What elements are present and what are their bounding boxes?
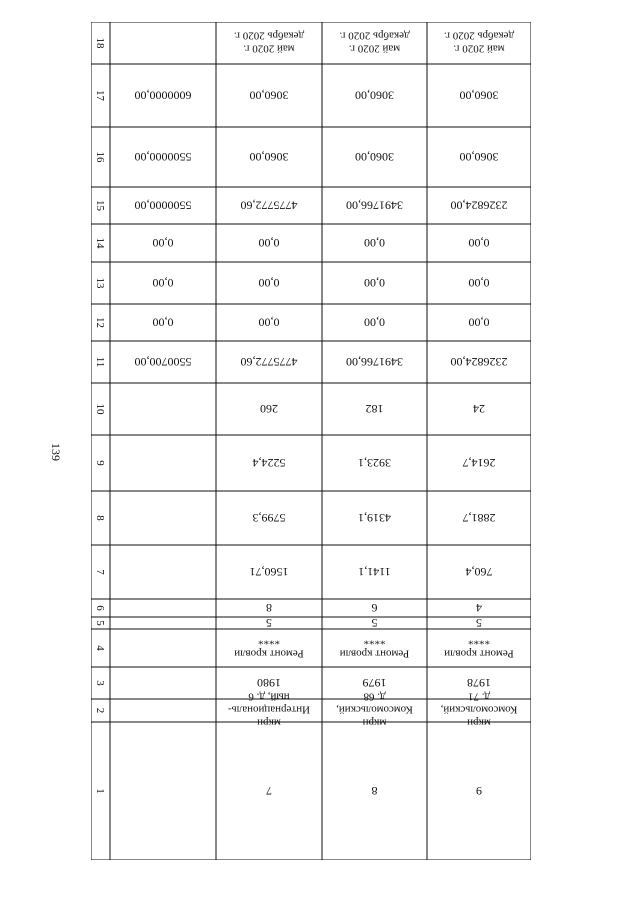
table-cell: 2326824,00 bbox=[450, 198, 508, 213]
column-number: 13 bbox=[94, 277, 106, 289]
table-cell: 4775772,60 bbox=[240, 198, 298, 213]
table-cell: 5500700,00 bbox=[134, 355, 192, 369]
column-number: 6 bbox=[94, 605, 106, 611]
table-cell: 3491766,00 bbox=[346, 198, 403, 213]
column-number: 8 bbox=[94, 515, 106, 521]
table-cell: 0,00 bbox=[152, 236, 174, 250]
table-cell: 3923,1 bbox=[358, 456, 391, 470]
column-number: 9 bbox=[94, 460, 106, 466]
table-cell: 260 bbox=[260, 402, 278, 416]
table-cell: 0,00 bbox=[258, 276, 280, 290]
table-cell: май 2020 г.декабрь 2020 г. bbox=[339, 29, 410, 55]
table-cell: 4319,1 bbox=[358, 511, 391, 525]
column-number: 17 bbox=[94, 90, 106, 101]
table-cell: 2326824,00 bbox=[450, 355, 508, 369]
table-cell: Ремонт кровли**** bbox=[234, 634, 304, 660]
column-number: 7 bbox=[94, 569, 106, 575]
table-cell: 0,00 bbox=[152, 315, 174, 330]
table-cell: 6 bbox=[371, 601, 378, 615]
table-cell: мкрнИнтернациональ-ный, д. 6 bbox=[227, 690, 311, 729]
column-number: 15 bbox=[94, 200, 106, 211]
column-number: 3 bbox=[94, 680, 106, 686]
table-cell: мкрнКомсомольский,д. 71 bbox=[440, 690, 518, 729]
table-cell: 0,00 bbox=[468, 276, 490, 290]
table-grid bbox=[91, 22, 531, 860]
table-cell: 7 bbox=[266, 784, 272, 798]
table-cell: 1978 bbox=[467, 676, 491, 690]
column-number: 16 bbox=[94, 151, 106, 163]
column-number: 11 bbox=[94, 356, 106, 368]
table-cell: 1980 bbox=[257, 676, 281, 690]
table-cell: 5799,3 bbox=[252, 511, 286, 525]
table-cell: 3491766,00 bbox=[346, 355, 403, 369]
column-number: 12 bbox=[94, 317, 106, 328]
table-cell: 0,00 bbox=[258, 315, 280, 330]
table-cell: 0,00 bbox=[258, 236, 280, 250]
table-cell: май 2020 г.декабрь 2020 г. bbox=[443, 29, 515, 55]
data-table bbox=[91, 22, 531, 860]
table-cell: 9 bbox=[476, 784, 482, 798]
column-number: 2 bbox=[94, 707, 106, 714]
page-number: 139 bbox=[49, 443, 63, 461]
table-cell: 0,00 bbox=[152, 276, 174, 290]
table-cell: 3060,00 bbox=[355, 150, 394, 164]
table-cell: 6000000,00 bbox=[134, 88, 192, 103]
table-cell: 0,00 bbox=[364, 276, 385, 290]
table-cell: 24 bbox=[473, 402, 485, 416]
table-cell: май 2020 г.декабрь 2020 г. bbox=[233, 29, 305, 55]
table-cell: 0,00 bbox=[364, 236, 385, 250]
table-cell: 3060,00 bbox=[249, 150, 289, 164]
table-cell: 5 bbox=[266, 616, 272, 630]
table-cell: 2614,7 bbox=[462, 456, 496, 470]
table-cell: 3060,00 bbox=[459, 88, 499, 103]
table-cell: 5500000,00 bbox=[134, 198, 192, 213]
table-cell: 3060,00 bbox=[249, 88, 289, 103]
table-cell: 1141,1 bbox=[358, 565, 391, 579]
column-number: 1 bbox=[94, 788, 106, 794]
table-cell: 5 bbox=[476, 616, 482, 630]
table-cell: 0,00 bbox=[468, 315, 490, 330]
table-cell: 0,00 bbox=[468, 236, 490, 250]
column-number: 18 bbox=[94, 37, 106, 49]
table-cell: 8 bbox=[371, 784, 378, 798]
table-cells bbox=[94, 30, 517, 799]
column-number: 5 bbox=[94, 620, 106, 626]
table-cell: 1979 bbox=[362, 676, 387, 690]
table-cell: Ремонт кровли**** bbox=[444, 634, 514, 660]
table-cell: 5500000,00 bbox=[134, 150, 192, 164]
table-cell: 4775772,60 bbox=[240, 355, 298, 369]
table-cell: 4 bbox=[476, 601, 482, 615]
column-number: 10 bbox=[94, 403, 106, 415]
table-cell: 5224,4 bbox=[252, 456, 286, 470]
column-number: 14 bbox=[94, 237, 106, 249]
table-cell: 3060,00 bbox=[355, 88, 394, 103]
table-cell: 1560,71 bbox=[249, 565, 289, 579]
table-cell: Ремонт кровли**** bbox=[339, 634, 410, 660]
table-cell: 8 bbox=[266, 601, 272, 615]
table-cell: 3060,00 bbox=[459, 150, 499, 164]
table-cell: 182 bbox=[365, 402, 384, 416]
table-cell: 2881,7 bbox=[462, 511, 496, 525]
table-cell: 0,00 bbox=[364, 315, 385, 330]
table-cell: 5 bbox=[371, 616, 378, 630]
table-cell: 760,4 bbox=[465, 565, 493, 579]
column-number: 4 bbox=[94, 645, 106, 651]
table-cell: мкрнКомсомольский,д. 68 bbox=[336, 690, 413, 729]
